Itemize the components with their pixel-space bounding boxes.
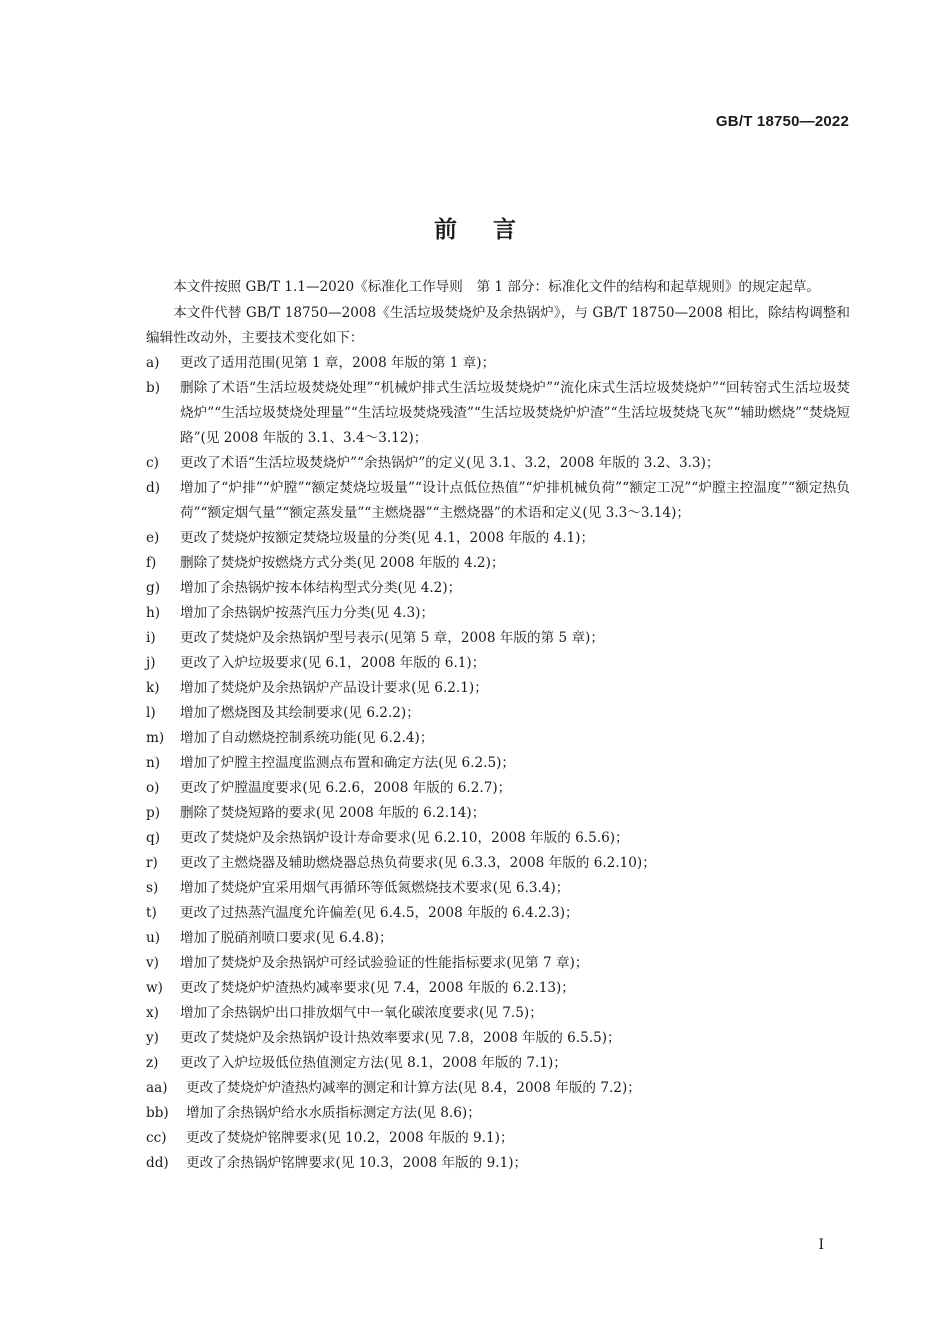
list-item	[146, 901, 850, 926]
list-item	[146, 651, 850, 676]
list-item	[146, 1076, 850, 1101]
list-item-marker: f)	[146, 555, 157, 571]
list-item-marker: l)	[146, 705, 156, 721]
list-item	[146, 701, 850, 726]
list-item-text: 更改了适用范围(见第 1 章，2008 年版的第 1 章)；	[180, 355, 496, 371]
list-item-text: 更改了炉膛温度要求(见 6.2.6，2008 年版的 6.2.7)；	[180, 780, 512, 796]
list-item-marker: x)	[146, 1005, 159, 1021]
list-item-text: 增加了燃烧图及其绘制要求(见 6.2.2)；	[180, 705, 420, 721]
list-item-marker: j)	[146, 655, 156, 671]
list-item-text: 更改了焚烧炉及余热锅炉设计寿命要求(见 6.2.10，2008 年版的 6.5.6)；	[180, 830, 629, 846]
list-item	[146, 1101, 850, 1126]
list-item-marker: t)	[146, 905, 157, 921]
list-item	[146, 751, 850, 776]
list-item-text: 删除了术语“生活垃圾焚烧处理”“机械炉排式生活垃圾焚烧炉”“流化床式生活垃圾焚烧炉”“回转窑式生活垃圾焚烧炉”“生活垃圾焚烧处理量”“生活垃圾焚烧残渣”“生活垃圾焚烧炉炉渣”“生活垃圾焚烧飞灰”“辅助燃烧”“焚烧短路”(见 2008 年版的 3.1、3.4～3.12)；	[180, 380, 850, 446]
list-item-marker: cc)	[146, 1130, 167, 1146]
list-item-marker: z)	[146, 1055, 159, 1071]
list-item	[146, 776, 850, 801]
list-item	[146, 601, 850, 626]
list-item	[146, 1151, 850, 1176]
list-item-text: 更改了入炉垃圾要求(见 6.1，2008 年版的 6.1)；	[180, 655, 486, 671]
list-item-text: 增加了焚烧炉及余热锅炉产品设计要求(见 6.2.1)；	[180, 680, 488, 696]
list-item	[146, 951, 850, 976]
intro-paragraph-1: 本文件按照 GB/T 1.1—2020《标准化工作导则 第 1 部分：标准化文件的结构和起草规则》的规定起草。	[173, 279, 820, 295]
list-item-text: 增加了炉膛主控温度监测点布置和确定方法(见 6.2.5)；	[180, 755, 515, 771]
list-item-text: 更改了入炉垃圾低位热值测定方法(见 8.1，2008 年版的 7.1)；	[180, 1055, 567, 1071]
list-item-marker: p)	[146, 805, 161, 821]
list-item-marker: e)	[146, 530, 160, 546]
list-item-marker: h)	[146, 605, 161, 621]
list-item-text: 增加了余热锅炉给水水质指标测定方法(见 8.6)；	[186, 1105, 481, 1121]
intro-paragraph-2: 本文件代替 GB/T 18750—2008《生活垃圾焚烧炉及余热锅炉》，与 GB/T 18750—2008 相比，除结构调整和编辑性改动外，主要技术变化如下：	[146, 305, 850, 346]
list-item-text: 增加了“炉排”“炉膛”“额定焚烧垃圾量”“设计点低位热值”“炉排机械负荷”“额定工况”“炉膛主控温度”“额定热负荷”“额定烟气量”“额定蒸发量”“主燃烧器”“主燃烧器”的术语和定义(见 3.3～3.14)；	[180, 480, 850, 521]
list-item-text: 更改了焚烧炉按额定焚烧垃圾量的分类(见 4.1，2008 年版的 4.1)；	[180, 530, 595, 546]
list-item-text: 更改了焚烧炉及余热锅炉型号表示(见第 5 章，2008 年版的第 5 章)；	[180, 630, 604, 646]
list-item-text: 更改了焚烧炉炉渣热灼减率的测定和计算方法(见 8.4，2008 年版的 7.2)；	[186, 1080, 641, 1096]
list-item	[146, 351, 850, 376]
list-item-marker: y)	[146, 1030, 159, 1046]
list-item-text: 更改了术语“生活垃圾焚烧炉”“余热锅炉”的定义(见 3.1、3.2，2008 年版的 3.2、3.3)；	[180, 455, 720, 471]
list-item-marker: c)	[146, 455, 159, 471]
list-item	[146, 826, 850, 851]
list-item-text: 增加了余热锅炉按蒸汽压力分类(见 4.3)；	[180, 605, 435, 621]
list-item-text: 增加了脱硝剂喷口要求(见 6.4.8)；	[180, 930, 393, 946]
list-item-text: 增加了余热锅炉出口排放烟气中一氧化碳浓度要求(见 7.5)；	[180, 1005, 543, 1021]
page-title: 前言	[434, 217, 552, 244]
list-item-text: 更改了焚烧炉铭牌要求(见 10.2，2008 年版的 9.1)；	[186, 1130, 514, 1146]
list-item-marker: g)	[146, 580, 161, 596]
list-item-text: 增加了余热锅炉按本体结构型式分类(见 4.2)；	[180, 580, 462, 596]
list-item	[146, 976, 850, 1001]
list-item-marker: s)	[146, 880, 159, 896]
list-item	[146, 1126, 850, 1151]
list-item	[146, 1051, 850, 1076]
list-item-marker: b)	[146, 380, 161, 396]
foreword-body	[146, 275, 850, 1176]
page-number: I	[818, 1237, 824, 1253]
list-item-text: 增加了焚烧炉及余热锅炉可经试验验证的性能指标要求(见第 7 章)；	[180, 955, 589, 971]
list-item	[146, 526, 850, 551]
list-item-marker: dd)	[146, 1155, 169, 1171]
list-item-marker: o)	[146, 780, 160, 796]
list-item-text: 更改了焚烧炉及余热锅炉设计热效率要求(见 7.8，2008 年版的 6.5.5)；	[180, 1030, 621, 1046]
list-item-marker: i)	[146, 630, 156, 646]
list-item-marker: q)	[146, 830, 161, 846]
list-item	[146, 626, 850, 651]
standard-number: GB/T 18750—2022	[715, 113, 849, 130]
list-item-text: 更改了过热蒸汽温度允许偏差(见 6.4.5，2008 年版的 6.4.2.3)；	[180, 905, 579, 921]
list-item	[146, 876, 850, 901]
list-item-marker: aa)	[146, 1080, 168, 1096]
list-item	[146, 1026, 850, 1051]
list-item-marker: bb)	[146, 1105, 169, 1121]
list-item	[146, 576, 850, 601]
list-item-text: 更改了主燃烧器及辅助燃烧器总热负荷要求(见 6.3.3，2008 年版的 6.2.10)；	[180, 855, 656, 871]
list-item-marker: u)	[146, 930, 161, 946]
list-item	[146, 726, 850, 751]
list-item-marker: d)	[146, 480, 161, 496]
list-item-marker: m)	[146, 730, 165, 746]
list-item	[146, 926, 850, 951]
list-item-text: 更改了余热锅炉铭牌要求(见 10.3，2008 年版的 9.1)；	[186, 1155, 528, 1171]
list-item-text: 删除了焚烧炉按燃烧方式分类(见 2008 年版的 4.2)；	[180, 555, 505, 571]
list-item-marker: n)	[146, 755, 161, 771]
list-item-text: 增加了自动燃烧控制系统功能(见 6.2.4)；	[180, 730, 434, 746]
list-item-text: 增加了焚烧炉宜采用烟气再循环等低氮燃烧技术要求(见 6.3.4)；	[180, 880, 570, 896]
list-item-marker: a)	[146, 355, 160, 371]
list-item-marker: v)	[146, 955, 159, 971]
list-item-marker: w)	[146, 980, 163, 996]
changes-list	[146, 351, 850, 1176]
list-item	[146, 376, 850, 451]
list-item-marker: r)	[146, 855, 158, 871]
list-item	[146, 851, 850, 876]
list-item	[146, 451, 850, 476]
list-item	[146, 476, 850, 526]
list-item-text: 删除了焚烧短路的要求(见 2008 年版的 6.2.14)；	[180, 805, 486, 821]
list-item-text: 更改了焚烧炉炉渣热灼减率要求(见 7.4，2008 年版的 6.2.13)；	[180, 980, 575, 996]
list-item	[146, 801, 850, 826]
list-item	[146, 551, 850, 576]
list-item	[146, 1001, 850, 1026]
list-item-marker: k)	[146, 680, 160, 696]
list-item	[146, 676, 850, 701]
